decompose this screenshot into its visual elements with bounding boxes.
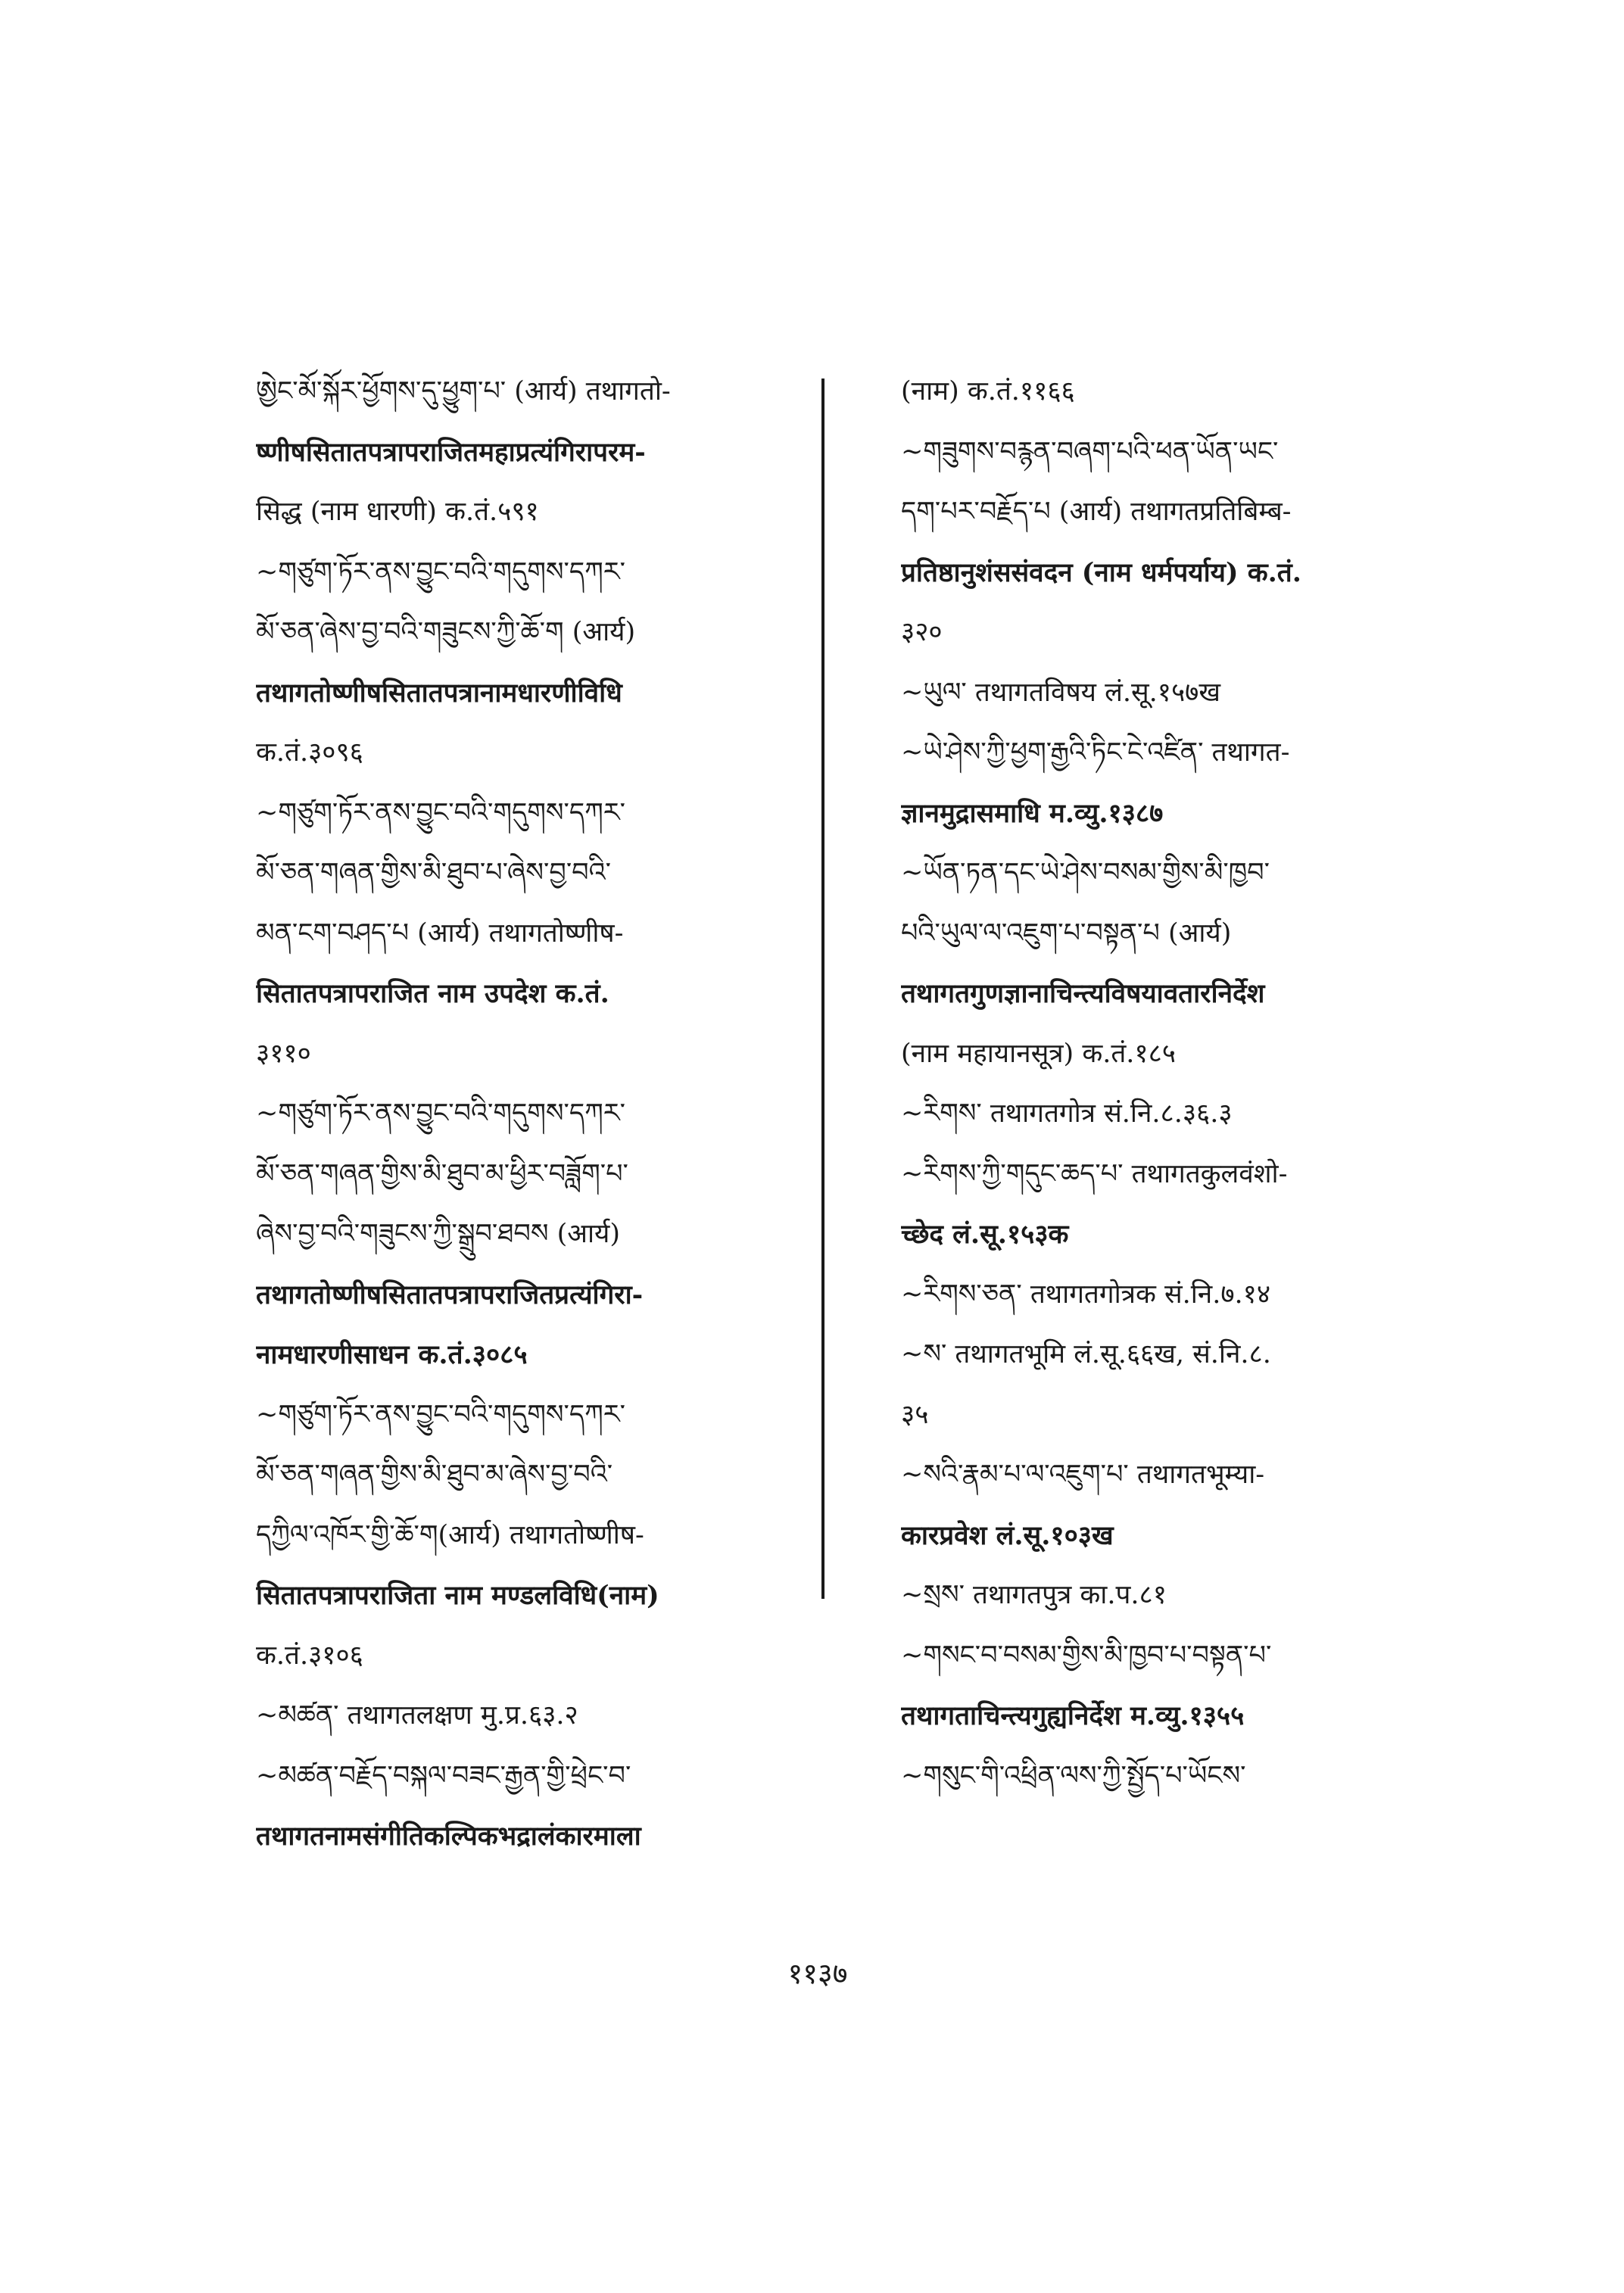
entry-line: ~གཙུག་ཏོར་ནས་བྱུང་བའི་གདུགས་དཀར་ xyxy=(256,1098,625,1129)
entry-line: सितातपत्रापराजित नाम उपदेश क.तं. xyxy=(256,978,609,1009)
entry-line: तथागतोष्णीषसितातपत्रानामधारणीविधि xyxy=(256,677,622,709)
entry-line: कारप्रवेश लं.सू.१०३ख xyxy=(901,1519,1114,1551)
entry-line: ३११० xyxy=(256,1038,311,1069)
entry-line: ~རིགས་ तथागतगोत्र सं.नि.८.३६.३ xyxy=(901,1098,1233,1129)
entry-line: सितातपत्रापराजिता नाम मण्डलविधि(नाम) xyxy=(256,1580,659,1611)
entry-line: ཨྱེང་མོ་སྐོར་ཕྱོགས་དུ་ཕྱུག་པ་ (आर्य) तथागतो- xyxy=(256,376,671,407)
entry-line: नामधारणीसाधन क.तं.३०८५ xyxy=(256,1339,528,1370)
entry-line: ~མཚན་བརྗོད་བསྐལ་བཟང་རྒྱན་གྱི་ཕྲེང་བ་ xyxy=(256,1760,631,1791)
entry-line: དཀྱིལ་འཁོར་གྱི་ཆོ་ག(आर्य) तथागतोष्णीष- xyxy=(256,1519,644,1550)
entry-line: ~ཡེ་ཤེས་ཀྱི་ཕྱག་རྒྱའི་ཏིང་ངེ་འཛིན་ तथागत- xyxy=(901,737,1290,768)
entry-line: ~རིགས་ཀྱི་གདུང་ཆད་པ་ तथागतकुलवंशो- xyxy=(901,1158,1288,1189)
column-divider xyxy=(821,379,824,1599)
entry-line: तथागतगुणज्ञानाचिन्त्यविषयावतारनिर्देश xyxy=(901,978,1265,1009)
entry-line: ~གསུང་གི་འཕྲིན་ལས་ཀྱི་སྤྱོད་པ་ཡོངས་ xyxy=(901,1760,1246,1791)
entry-line: क.तं.३१०६ xyxy=(256,1640,363,1671)
entry-line: ~མཚན་ तथागतलक्षण मु.प्र.६३.२ xyxy=(256,1700,578,1731)
entry-line: क.तं.३०९६ xyxy=(256,737,363,768)
entry-line: तथागतोष्णीषसितातपत्रापराजितप्रत्यंगिरा- xyxy=(256,1279,644,1310)
entry-line: ~སའི་རྣམ་པ་ལ་འཇུག་པ་ तथागतभूम्या- xyxy=(901,1460,1265,1490)
entry-line: प्रतिष्ठानुशंससंवदन (नाम धर्मपर्याय) क.तं. xyxy=(901,556,1301,588)
entry-line: ~གཙུག་ཏོར་ནས་བྱུང་བའི་གདུགས་དཀར་ xyxy=(256,1399,625,1430)
entry-line: མོ་ཅན་གཞན་གྱིས་མི་ཐུབ་པ་ཞེས་བྱ་བའི་ xyxy=(256,858,612,888)
page-number: ११३७ xyxy=(787,1957,848,1990)
entry-line: (नाम महायानसूत्र) क.तं.१८५ xyxy=(901,1038,1177,1069)
entry-line: ३२० xyxy=(901,617,943,647)
entry-line: ~ས་ तथागतभूमि लं.सू.६६ख, सं.नि.८. xyxy=(901,1339,1271,1369)
entry-line: ~གཟུགས་བརྙན་བཞག་པའི་ཕན་ཡོན་ཡང་ xyxy=(901,436,1279,467)
entry-line: ~ཡོན་ཏན་དང་ཡེ་ཤེས་བསམ་གྱིས་མི་ཁྱབ་ xyxy=(901,858,1270,888)
entry-line: མོ་ཅན་ཞེས་བྱ་བའི་གཟུངས་ཀྱི་ཆོ་ག (आर्य) xyxy=(256,617,636,647)
entry-line: ~གཙུག་ཏོར་ནས་བྱུང་བའི་གདུགས་དཀར་ xyxy=(256,556,625,587)
entry-line: པའི་ཡུལ་ལ་འཇུག་པ་བསྟན་པ (आर्य) xyxy=(901,918,1232,949)
entry-line: (नाम) क.तं.११६६ xyxy=(901,376,1075,407)
entry-line: ष्णीषसितातपत्रापराजितमहाप्रत्यंगिरापरम- xyxy=(256,436,646,468)
entry-line: सिद्ध (नाम धारणी) क.तं.५९१ xyxy=(256,497,539,527)
entry-line: མོ་ཅན་གཞན་གྱིས་མི་ཐུབ་མ་ཕྱིར་བཟློག་པ་ xyxy=(256,1158,628,1189)
entry-line: མན་ངག་བཤད་པ (आर्य) तथागतोष्णीष- xyxy=(256,918,624,949)
entry-line: ཞེས་བྱ་བའི་གཟུངས་ཀྱི་སྒྲུབ་ཐབས (आर्य) xyxy=(256,1219,620,1249)
entry-line: तथागताचिन्त्यगुह्यनिर्देश म.व्यु.१३५५ xyxy=(901,1700,1245,1731)
entry-line: ~རིགས་ཅན་ तथागतगोत्रक सं.नि.७.१४ xyxy=(901,1279,1271,1310)
entry-line: ~སྲས་ तथागतपुत्र का.प.८१ xyxy=(901,1580,1167,1610)
left-column xyxy=(256,362,795,1867)
entry-line: ~གསང་བ་བསམ་གྱིས་མི་ཁྱབ་པ་བསྟན་པ་ xyxy=(901,1640,1272,1671)
entry-line: तथागतनामसंगीतिकल्पिकभद्रालंकारमाला xyxy=(256,1821,641,1852)
entry-line: ३५ xyxy=(901,1399,929,1430)
entry-line: མོ་ཅན་གཞན་གྱིས་མི་ཐུབ་མ་ཞེས་བྱ་བའི་ xyxy=(256,1460,613,1490)
right-column xyxy=(901,362,1454,1806)
entry-line: ~ཡུལ་ तथागतविषय लं.सू.१५७ख xyxy=(901,677,1220,708)
entry-line: ज्ञानमुद्रासमाधि म.व्यु.१३८७ xyxy=(901,797,1164,829)
entry-line: ~གཙུག་ཏོར་ནས་བྱུང་བའི་གདུགས་དཀར་ xyxy=(256,797,625,828)
entry-line: དག་པར་བརྗོད་པ (आर्य) तथागतप्रतिबिम्ब- xyxy=(901,497,1292,527)
entry-line: च्छेद लं.सू.१५३क xyxy=(901,1219,1069,1250)
